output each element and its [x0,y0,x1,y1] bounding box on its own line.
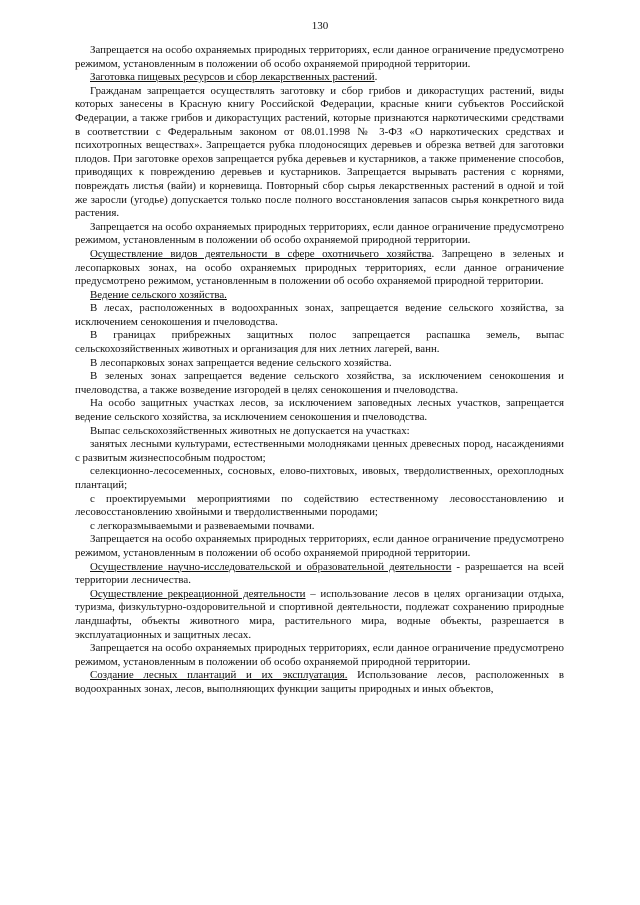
paragraph-text: . Запрещено в зеленых и лесопарковых зонах, на особо охраняемых природных территориях, если данное ограничение предусмотрено режимом, установленным в положении об особо охраняемой природной территории. [75,247,564,288]
paragraph [75,85,564,221]
paragraph [75,44,564,71]
paragraph-text: В лесах, расположенных в водоохранных зонах, запрещается ведение сельского хозяйства, за исключением сенокошения и пчеловодства. [75,302,564,328]
section-heading: Ведение сельского хозяйства. [90,288,227,301]
paragraph-text: В лесопарковых зонах запрещается ведение сельского хозяйства. [90,356,392,369]
paragraph-text: Использование лесов, расположенных в водоохранных зонах, лесов, выполняющих функции защиты природных и иных объектов, [75,669,564,695]
paragraph-text: – использование лесов в целях организации отдыха, туризма, физкультурно-оздоровительной и спортивной деятельности, подлежат сохранению природные ландшафты, объекты животного мира, растительного мира, водные объекты, разрешается в эксплуатационных и защитных лесах. [75,587,564,641]
paragraph [75,370,564,397]
paragraph-text: с легкоразмываемыми и развеваемыми почвами. [90,519,315,532]
paragraph-text: Запрещается на особо охраняемых природных территориях, если данное ограничение предусмотрено режимом, установленным в положении об особо охраняемой природной территории. [75,44,564,70]
paragraph-text: - разрешается на всей территории лесничества. [75,560,564,587]
paragraph [75,561,564,588]
document-body [75,44,564,697]
paragraph-text: занятых лесными культурами, естественными молодняками ценных древесных пород, насаждениями с развитым жизнеспособным подростом; [75,438,564,464]
paragraph-text: Запрещается на особо охраняемых природных территориях, если данное ограничение предусмотрено режимом, установленным в положении об особо охраняемой природной территории. [75,533,564,559]
paragraph [75,289,564,303]
paragraph-text: с проектируемыми мероприятиями по содействию естественному лесовосстановлению и лесовосстановлению хвойными и твердолиственными породами; [75,492,564,519]
paragraph-text: селекционно-лесосеменных, сосновых, елово-пихтовых, ивовых, твердолиственных, орехоплодных плантаций; [75,465,564,491]
paragraph-text: В зеленых зонах запрещается ведение сельского хозяйства, за исключением сенокошения и пчеловодства, а также возведение изгородей в целях сенокошения и пчеловодства. [75,370,564,396]
section-heading: Осуществление рекреационной деятельности [90,587,306,600]
paragraph [75,357,564,371]
paragraph [75,397,564,424]
paragraph-text: . [374,71,378,84]
section-heading: Осуществление научно-исследовательской и образовательной деятельности [90,560,452,573]
paragraph-text: На особо защитных участках лесов, за исключением заповедных лесных участков, запрещается ведение сельского хозяйства, за исключением сенокошения и пчеловодства. [75,397,564,424]
paragraph [75,248,564,289]
paragraph [75,642,564,669]
paragraph-text: Выпас сельскохозяйственных животных не допускается на участках: [90,424,410,437]
section-heading: Заготовка пищевых ресурсов и сбор лекарственных растений [90,71,375,84]
page-number: 130 [311,20,329,32]
paragraph [75,520,564,534]
paragraph [75,71,564,85]
paragraph [75,669,564,696]
section-heading: Осуществление видов деятельности в сфере охотничьего хозяйства [90,247,432,260]
paragraph [75,221,564,248]
paragraph [75,438,564,465]
section-heading: Создание лесных плантаций и их эксплуатация. [90,669,348,682]
paragraph-text: Гражданам запрещается осуществлять заготовку и сбор грибов и дикорастущих растений, виды которых занесены в Красную книгу Российской Федерации, красные книги субъектов Российской Федерации, а также грибов и дикорастущих растений, которые признаются наркотическими средствами в соответствии с Федеральным законом от 08.01.1998 № 3-ФЗ «О наркотических средствах и психотропных веществах». Запрещается рубка плодоносящих деревьев и обрезка ветвей для заготовки плодов. При заготовке орехов запрещается рубка деревьев и кустарников, а также применение способов, приводящих к повреждению деревьев и кустарников. Запрещается вырывать растения с корнями, повреждать листья (вайи) и корневища. Повторный сбор сырья лекарственных растений в одной и той же заросли (угодье) допускается только после полного восстановления запасов сырья конкретного вида растения. [75,84,564,220]
paragraph [75,329,564,356]
paragraph [75,493,564,520]
paragraph [75,588,564,642]
paragraph [75,533,564,560]
paragraph-text: Запрещается на особо охраняемых природных территориях, если данное ограничение предусмотрено режимом, установленным в положении об особо охраняемой природной территории. [75,642,564,668]
paragraph [75,302,564,329]
paragraph [75,465,564,492]
paragraph-text: Запрещается на особо охраняемых природных территориях, если данное ограничение предусмотрено режимом, установленным в положении об особо охраняемой природной территории. [75,220,564,247]
paragraph [75,425,564,439]
paragraph-text: В границах прибрежных защитных полос запрещается распашка земель, выпас сельскохозяйственных животных и организация для них летних лагерей, ванн. [75,329,564,356]
